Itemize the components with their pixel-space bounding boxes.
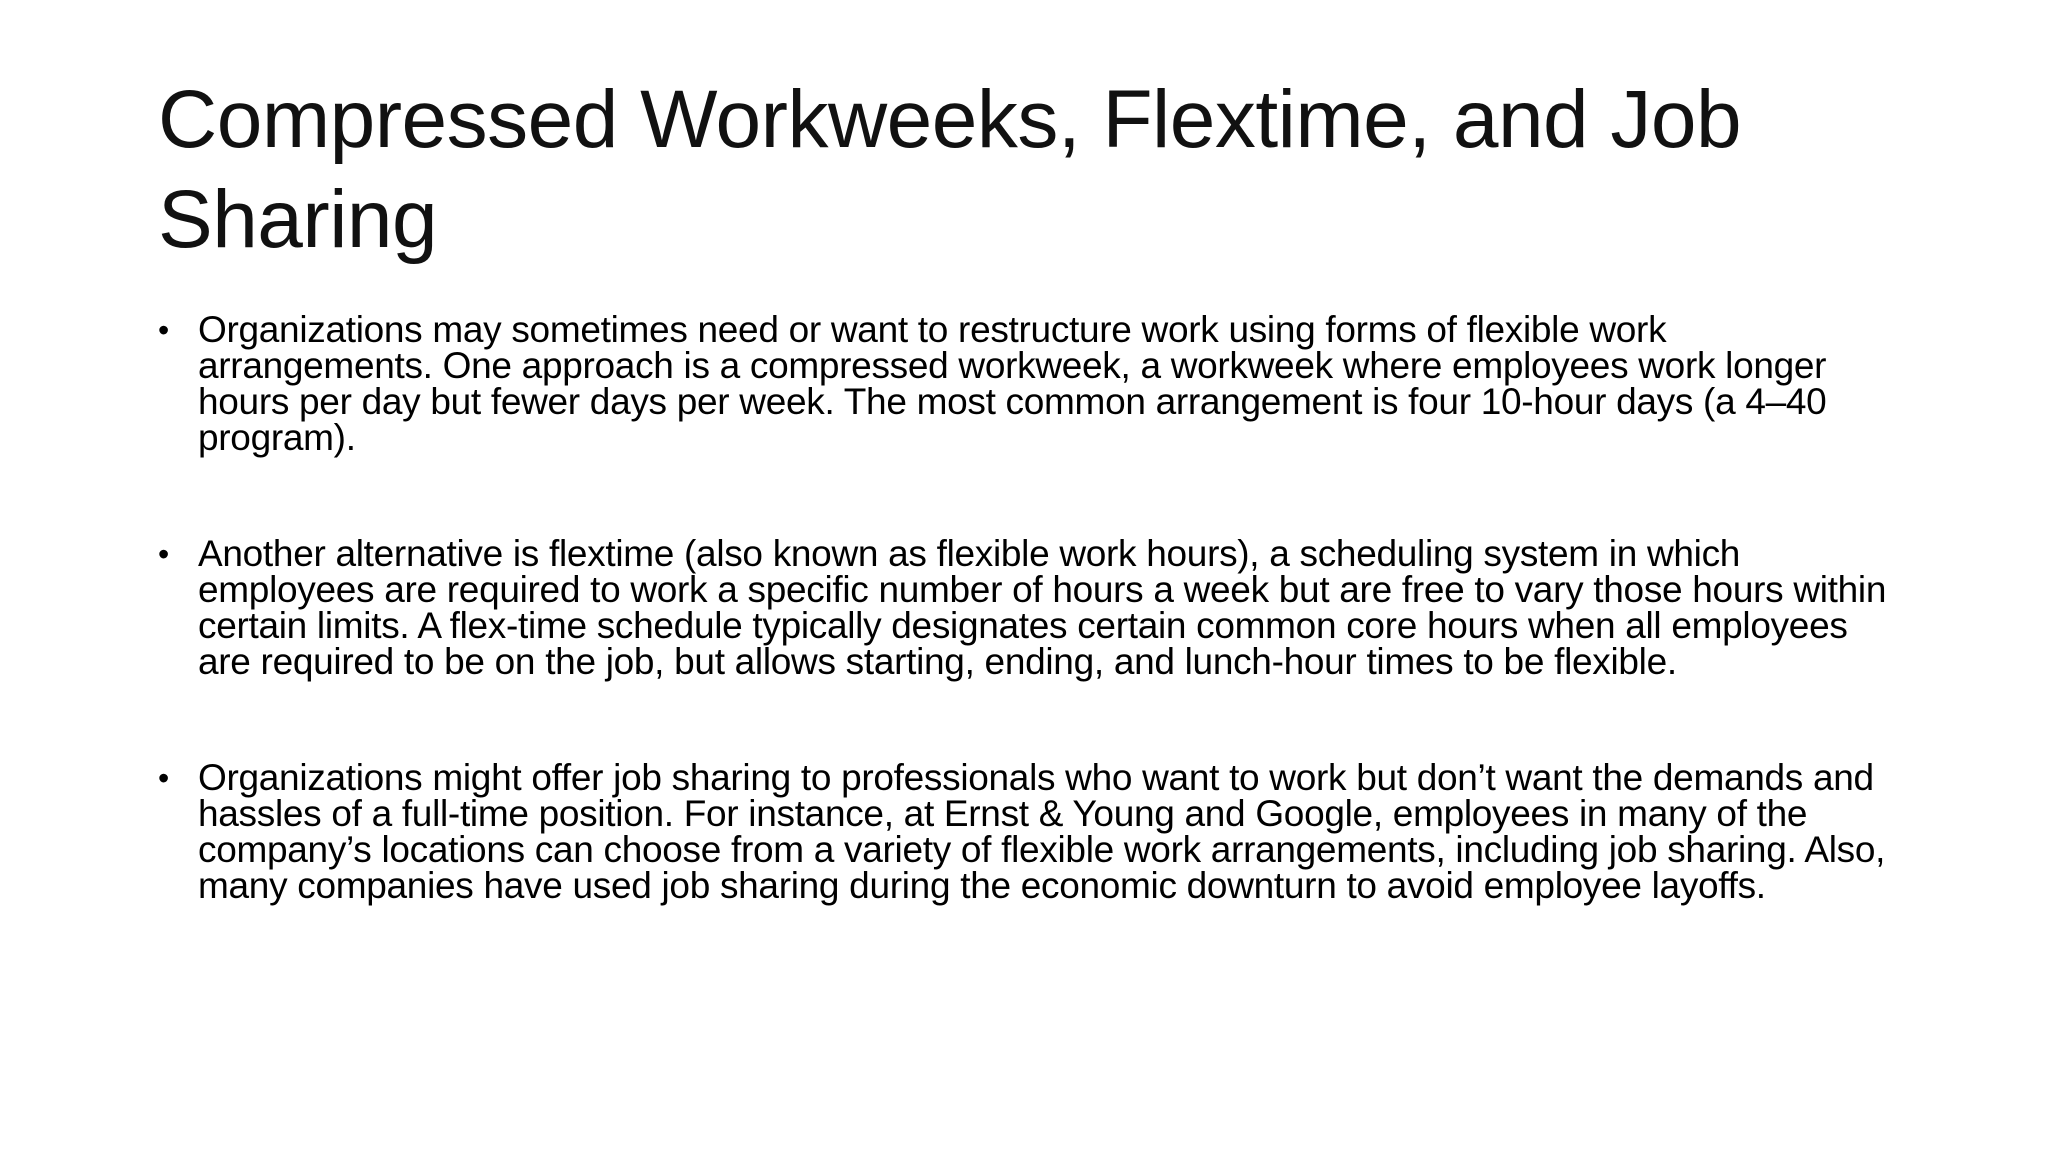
bullet-text: Another alternative is flextime (also known as flexible work hours), a scheduling system in which employees are required to work a specific number of hours a week but are free to vary those hours within certain limits. A flex-time schedule typically designates certain common core hours when all employees are required to be on the job, but allows starting, ending, and lunch-hour times to be flexible. [198,533,1887,682]
bullet-dot-icon: • [158,312,169,348]
bullet-compressed-workweek [158,309,1898,458]
bullet-dot-icon: • [158,760,169,796]
slide-title: Compressed Workweeks, Flextime, and Job Sharing [158,74,1742,265]
bullet-dot-icon: • [158,536,169,572]
bullet-job-sharing [158,757,1898,906]
bullet-list [158,309,1898,906]
bullet-flextime [158,533,1898,682]
bullet-text: Organizations might offer job sharing to professionals who want to work but don’t want the demands and hassles of a full-time position. For instance, at Ernst & Young and Google, employees in many of the company’s locations can choose from a variety of flexible work arrangements, including job sharing. Also, many companies have used job sharing during the economic downturn to avoid employee layoffs. [198,757,1886,906]
bullet-text: Organizations may sometimes need or want to restructure work using forms of flexible work arrangements. One approach is a compressed workweek, a workweek where employees work longer hours per day but fewer days per week. The most common arrangement is four 10-hour days (a 4–40 program). [198,309,1827,458]
